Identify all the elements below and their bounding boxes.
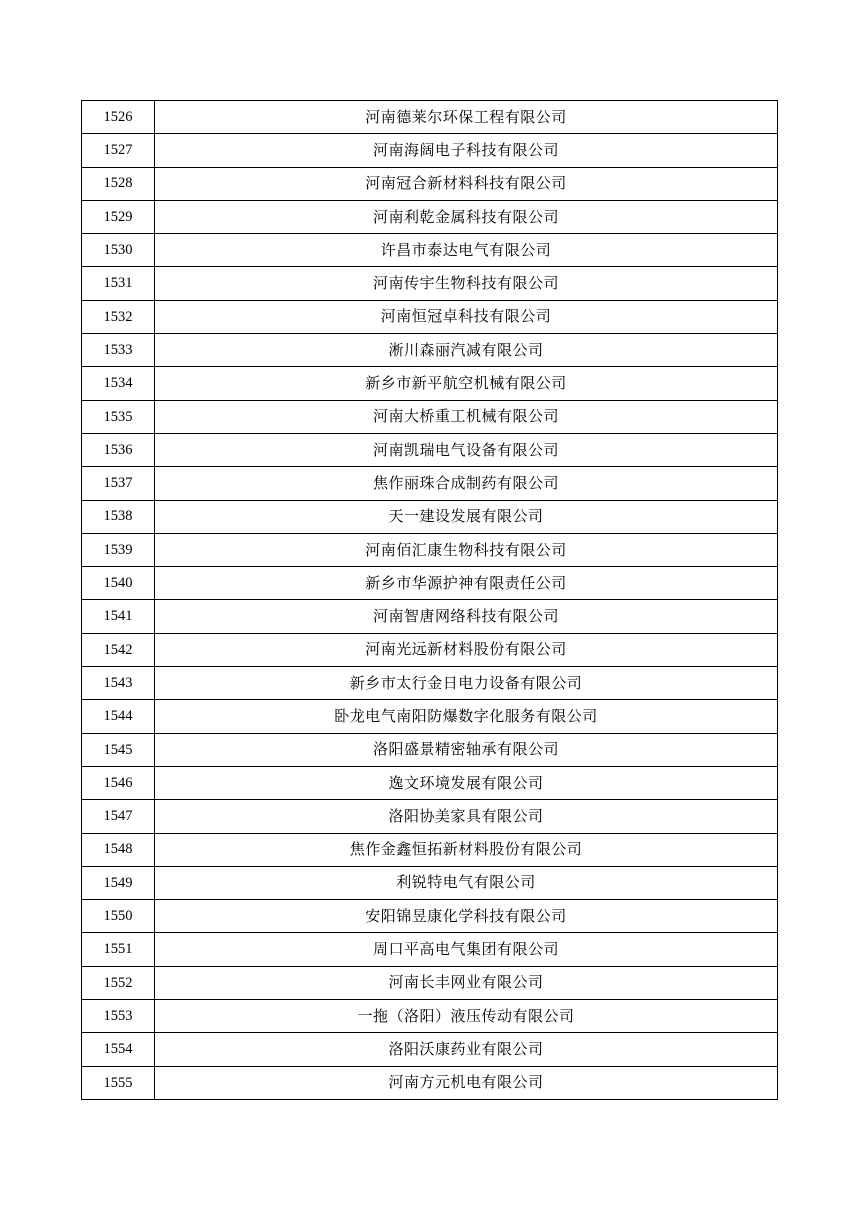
company-name: 洛阳协美家具有限公司 (155, 800, 778, 833)
company-name: 焦作丽珠合成制药有限公司 (155, 467, 778, 500)
row-number: 1531 (82, 267, 155, 300)
table-row (82, 101, 778, 134)
row-number: 1539 (82, 533, 155, 566)
row-number: 1527 (82, 134, 155, 167)
row-number: 1553 (82, 1000, 155, 1033)
company-name: 新乡市华源护神有限责任公司 (155, 567, 778, 600)
table-row (82, 733, 778, 766)
company-name: 安阳锦昱康化学科技有限公司 (155, 900, 778, 933)
company-name: 河南海阔电子科技有限公司 (155, 134, 778, 167)
table-row (82, 766, 778, 799)
table-row (82, 866, 778, 899)
table-row (82, 1033, 778, 1066)
row-number: 1526 (82, 101, 155, 134)
row-number: 1534 (82, 367, 155, 400)
row-number: 1549 (82, 866, 155, 899)
company-name: 焦作金鑫恒拓新材料股份有限公司 (155, 833, 778, 866)
row-number: 1536 (82, 433, 155, 466)
table-row (82, 567, 778, 600)
table-row (82, 400, 778, 433)
table-row (82, 367, 778, 400)
table-row (82, 433, 778, 466)
table-row (82, 533, 778, 566)
company-table (81, 100, 778, 1100)
row-number: 1555 (82, 1066, 155, 1099)
row-number: 1540 (82, 567, 155, 600)
company-name: 河南传宇生物科技有限公司 (155, 267, 778, 300)
row-number: 1548 (82, 833, 155, 866)
table-row (82, 200, 778, 233)
table-row (82, 600, 778, 633)
company-name: 周口平高电气集团有限公司 (155, 933, 778, 966)
company-name: 河南德莱尔环保工程有限公司 (155, 101, 778, 134)
company-name: 洛阳沃康药业有限公司 (155, 1033, 778, 1066)
company-name: 许昌市泰达电气有限公司 (155, 234, 778, 267)
company-name: 河南冠合新材料科技有限公司 (155, 167, 778, 200)
table-row (82, 500, 778, 533)
table-row (82, 900, 778, 933)
table-row (82, 334, 778, 367)
row-number: 1546 (82, 766, 155, 799)
company-name: 新乡市新平航空机械有限公司 (155, 367, 778, 400)
company-name: 河南利乾金属科技有限公司 (155, 200, 778, 233)
company-name: 逸文环境发展有限公司 (155, 766, 778, 799)
table-row (82, 1066, 778, 1099)
company-name: 河南长丰网业有限公司 (155, 966, 778, 999)
row-number: 1538 (82, 500, 155, 533)
company-name: 河南恒冠卓科技有限公司 (155, 300, 778, 333)
company-name: 河南大桥重工机械有限公司 (155, 400, 778, 433)
company-name: 新乡市太行金日电力设备有限公司 (155, 667, 778, 700)
row-number: 1529 (82, 200, 155, 233)
company-name: 河南方元机电有限公司 (155, 1066, 778, 1099)
row-number: 1550 (82, 900, 155, 933)
table-row (82, 234, 778, 267)
row-number: 1544 (82, 700, 155, 733)
company-name: 洛阳盛景精密轴承有限公司 (155, 733, 778, 766)
row-number: 1532 (82, 300, 155, 333)
row-number: 1541 (82, 600, 155, 633)
table-row (82, 167, 778, 200)
table-row (82, 633, 778, 666)
row-number: 1535 (82, 400, 155, 433)
table-row (82, 800, 778, 833)
table-row (82, 933, 778, 966)
row-number: 1547 (82, 800, 155, 833)
row-number: 1554 (82, 1033, 155, 1066)
table-row (82, 1000, 778, 1033)
table-row (82, 700, 778, 733)
row-number: 1545 (82, 733, 155, 766)
row-number: 1528 (82, 167, 155, 200)
company-name: 一拖（洛阳）液压传动有限公司 (155, 1000, 778, 1033)
table-row (82, 966, 778, 999)
table-row (82, 667, 778, 700)
company-name: 河南智唐网络科技有限公司 (155, 600, 778, 633)
row-number: 1552 (82, 966, 155, 999)
row-number: 1537 (82, 467, 155, 500)
company-name: 河南凯瑞电气设备有限公司 (155, 433, 778, 466)
company-name: 天一建设发展有限公司 (155, 500, 778, 533)
row-number: 1551 (82, 933, 155, 966)
table-row (82, 134, 778, 167)
row-number: 1542 (82, 633, 155, 666)
row-number: 1533 (82, 334, 155, 367)
table-row (82, 300, 778, 333)
table-row (82, 467, 778, 500)
company-table-body (82, 101, 778, 1100)
company-name: 淅川森丽汽减有限公司 (155, 334, 778, 367)
company-name: 河南佰汇康生物科技有限公司 (155, 533, 778, 566)
company-name: 卧龙电气南阳防爆数字化服务有限公司 (155, 700, 778, 733)
row-number: 1530 (82, 234, 155, 267)
row-number: 1543 (82, 667, 155, 700)
company-name: 利锐特电气有限公司 (155, 866, 778, 899)
company-name: 河南光远新材料股份有限公司 (155, 633, 778, 666)
table-row (82, 833, 778, 866)
table-row (82, 267, 778, 300)
